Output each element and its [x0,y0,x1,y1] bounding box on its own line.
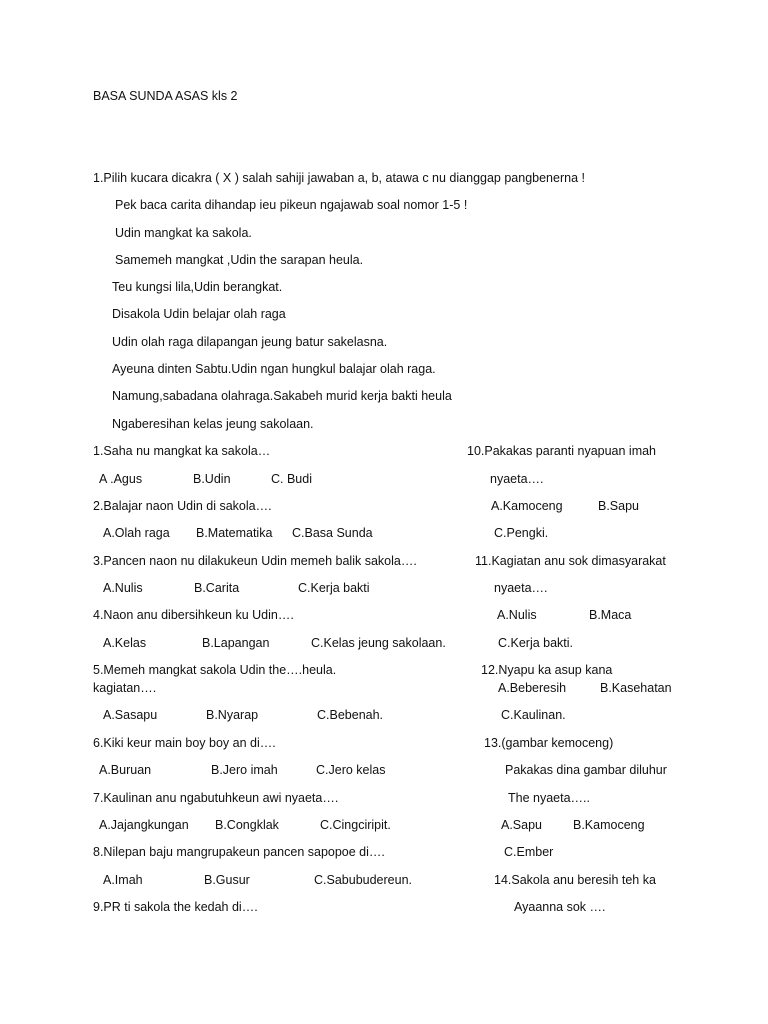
option-b: B.Nyarap [206,708,259,722]
option-a: A.Jajangkungan [99,818,189,832]
option-c: C.Kerja bakti. [498,636,574,650]
option-a: A.Sapu [501,818,543,832]
story-line: Teu kungsi lila,Udin berangkat. [112,280,283,294]
question-13-line: The nyaeta….. [508,791,590,805]
question-4: 4.Naon anu dibersihkeun ku Udin…. [93,608,294,622]
option-a: A.Imah [103,873,143,887]
story-line: Ayeuna dinten Sabtu.Udin ngan hungkul balajar olah raga. [112,362,436,376]
option-c: C.Kaulinan. [501,708,566,722]
option-c: C.Pengki. [494,526,549,540]
question-2: 2.Balajar naon Udin di sakola…. [93,499,272,513]
question-13: 13.(gambar kemoceng) [484,736,614,750]
option-b: B.Jero imah [211,763,278,777]
question-1: 1.Saha nu mangkat ka sakola… [93,444,271,458]
question-10-continuation: nyaeta…. [490,472,544,486]
option-b: B.Carita [194,581,240,595]
question-8: 8.Nilepan baju mangrupakeun pancen sapopoe di…. [93,845,385,859]
question-14: 14.Sakola anu beresih teh ka [494,873,656,887]
option-b: B.Gusur [204,873,250,887]
option-c: C.Sabubudereun. [314,873,412,887]
option-c: C.Basa Sunda [292,526,373,540]
question-13-line: Pakakas dina gambar diluhur [505,763,667,777]
question-6: 6.Kiki keur main boy boy an di…. [93,736,276,750]
question-7: 7.Kaulinan anu ngabutuhkeun awi nyaeta…. [93,791,339,805]
option-a: A.Kelas [103,636,147,650]
question-14-continuation: Ayaanna sok …. [514,900,606,914]
option-b: B.Kasehatan [600,681,672,695]
option-b: B.Matematika [196,526,273,540]
option-b: B.Kamoceng [573,818,645,832]
reading-intro: Pek baca carita dihandap ieu pikeun ngajawab soal nomor 1-5 ! [115,198,468,212]
question-11: 11.Kagiatan anu sok dimasyarakat [475,554,666,568]
option-b: B.Congklak [215,818,279,832]
option-c: C. Budi [271,472,312,486]
option-c: C.Bebenah. [317,708,384,722]
question-9: 9.PR ti sakola the kedah di…. [93,900,258,914]
instruction: 1.Pilih kucara dicakra ( X ) salah sahiji jawaban a, b, atawa c nu dianggap pangbenerna ! [93,171,585,185]
story-line: Ngaberesihan kelas jeung sakolaan. [112,417,314,431]
story-line: Disakola Udin belajar olah raga [112,307,286,321]
question-12-continuation: kagiatan…. [93,681,157,695]
option-c: C.Jero kelas [316,763,386,777]
option-a: A.Beberesih [498,681,567,695]
option-c: C.Kerja bakti [298,581,370,595]
option-b: B.Udin [193,472,231,486]
option-a: A.Sasapu [103,708,158,722]
page-title: BASA SUNDA ASAS kls 2 [93,89,238,103]
option-b: B.Lapangan [202,636,270,650]
option-a: A.Buruan [99,763,152,777]
question-12: 12.Nyapu ka asup kana [481,663,613,677]
question-11-continuation: nyaeta…. [494,581,548,595]
question-5: 5.Memeh mangkat sakola Udin the….heula. [93,663,337,677]
option-b: B.Sapu [598,499,640,513]
option-b: B.Maca [589,608,632,622]
option-c: C.Ember [504,845,554,859]
story-line: Udin mangkat ka sakola. [115,226,252,240]
option-a: A.Kamoceng [491,499,563,513]
story-line: Samemeh mangkat ,Udin the sarapan heula. [115,253,364,267]
option-a: A.Olah raga [103,526,170,540]
option-a: A.Nulis [103,581,143,595]
story-line: Namung,sabadana olahraga.Sakabeh murid kerja bakti heula [112,389,452,403]
option-c: C.Kelas jeung sakolaan. [311,636,446,650]
option-c: C.Cingciripit. [320,818,391,832]
question-10: 10.Pakakas paranti nyapuan imah [467,444,657,458]
option-a: A.Nulis [497,608,537,622]
story-line: Udin olah raga dilapangan jeung batur sakelasna. [112,335,388,349]
option-a: A .Agus [99,472,143,486]
question-3: 3.Pancen naon nu dilakukeun Udin memeh balik sakola…. [93,554,417,568]
